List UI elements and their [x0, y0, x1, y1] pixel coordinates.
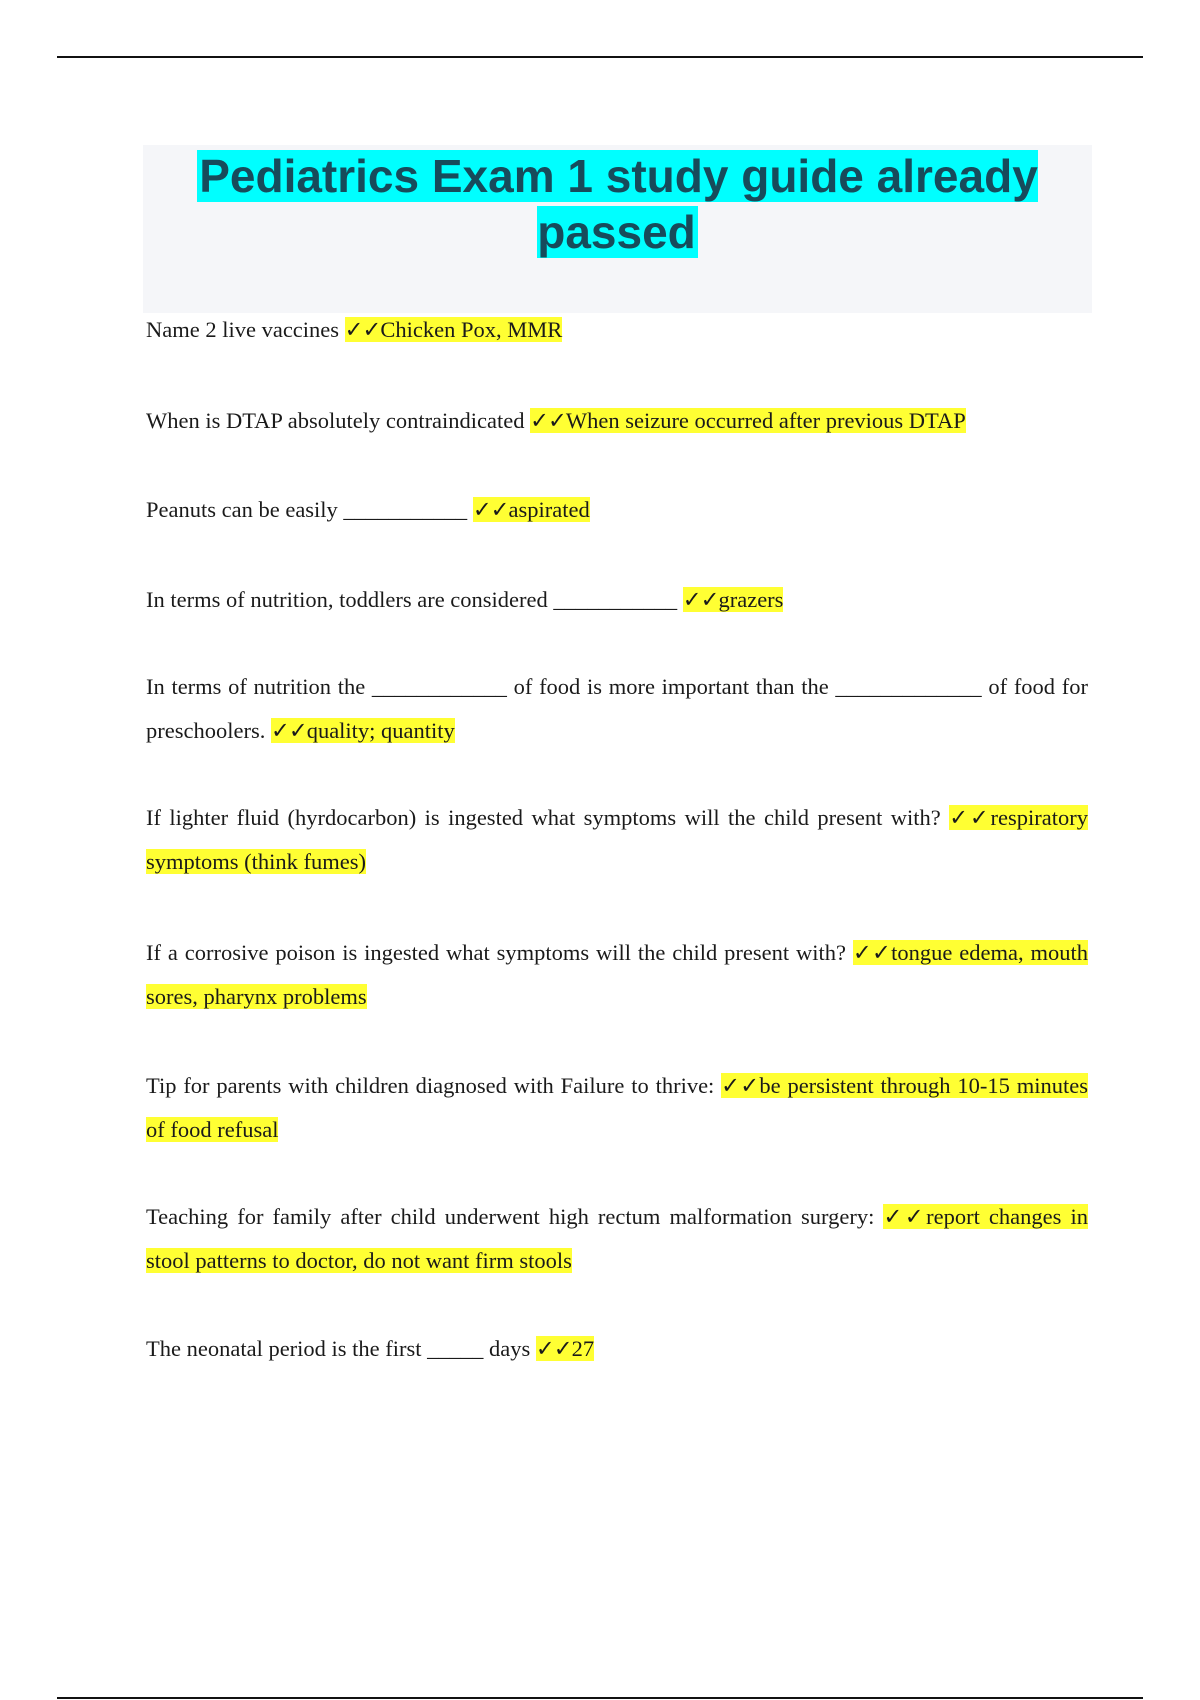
answer-highlight [536, 1336, 594, 1361]
qa-item [146, 931, 1088, 1019]
answer-text: report changes in stool patterns to doctor, do not want firm stools [146, 1204, 1088, 1273]
qa-item [146, 1064, 1088, 1152]
qa-item [146, 488, 1088, 532]
qa-item [146, 308, 1088, 352]
double-check-icon: ✓✓ [344, 317, 381, 342]
title-banner [143, 145, 1092, 313]
answer-text: grazers [718, 587, 784, 612]
qa-item [146, 578, 1088, 622]
page-title-text: Pediatrics Exam 1 study guide already passed [199, 150, 1038, 258]
double-check-icon: ✓✓ [682, 587, 719, 612]
answer-text: be persistent through 10-15 minutes of food refusal [146, 1073, 1088, 1142]
bottom-rule [57, 1697, 1143, 1699]
answer-highlight [683, 587, 784, 612]
double-check-icon: ✓✓ [949, 805, 991, 830]
question-text: Tip for parents with children diagnosed with Failure to thrive: [146, 1073, 722, 1098]
double-check-icon: ✓✓ [270, 718, 307, 743]
qa-item [146, 665, 1088, 753]
answer-text: Chicken Pox, MMR [380, 317, 563, 342]
page-title [143, 145, 1092, 260]
answer-text: respiratory symptoms (think fumes) [146, 805, 1088, 874]
question-text: If a corrosive poison is ingested what symptoms will the child present with? [146, 940, 853, 965]
question-text: In terms of nutrition, toddlers are considered ___________ [146, 587, 683, 612]
double-check-icon: ✓✓ [852, 940, 892, 965]
question-text: In terms of nutrition the ____________ of food is more important than the _____________ of food for preschoolers. [146, 674, 1088, 743]
qa-item [146, 399, 1088, 443]
qa-item [146, 1195, 1088, 1283]
answer-highlight [345, 317, 563, 342]
double-check-icon: ✓✓ [530, 408, 566, 433]
double-check-icon: ✓✓ [535, 1336, 572, 1361]
question-text: Peanuts can be easily ___________ [146, 497, 473, 522]
double-check-icon: ✓✓ [721, 1073, 760, 1098]
question-text: Teaching for family after child underwent high rectum malformation surgery: [146, 1204, 884, 1229]
question-text: If lighter fluid (hyrdocarbon) is ingested what symptoms will the child present with? [146, 805, 950, 830]
answer-highlight [473, 497, 590, 522]
qa-item [146, 1327, 1088, 1371]
answer-text: tongue edema, mouth sores, pharynx problems [146, 940, 1088, 1009]
answer-text: quality; quantity [306, 718, 455, 743]
double-check-icon: ✓✓ [472, 497, 509, 522]
top-rule [57, 56, 1143, 58]
answer-text: aspirated [508, 497, 590, 522]
answer-highlight [530, 408, 966, 433]
double-check-icon: ✓✓ [883, 1204, 927, 1229]
question-text: The neonatal period is the first _____ days [146, 1336, 536, 1361]
question-text: Name 2 live vaccines [146, 317, 345, 342]
qa-item [146, 796, 1088, 884]
answer-text: When seizure occurred after previous DTAP [565, 408, 966, 433]
question-text: When is DTAP absolutely contraindicated [146, 408, 531, 433]
answer-text: 27 [571, 1336, 595, 1361]
answer-highlight [271, 718, 455, 743]
